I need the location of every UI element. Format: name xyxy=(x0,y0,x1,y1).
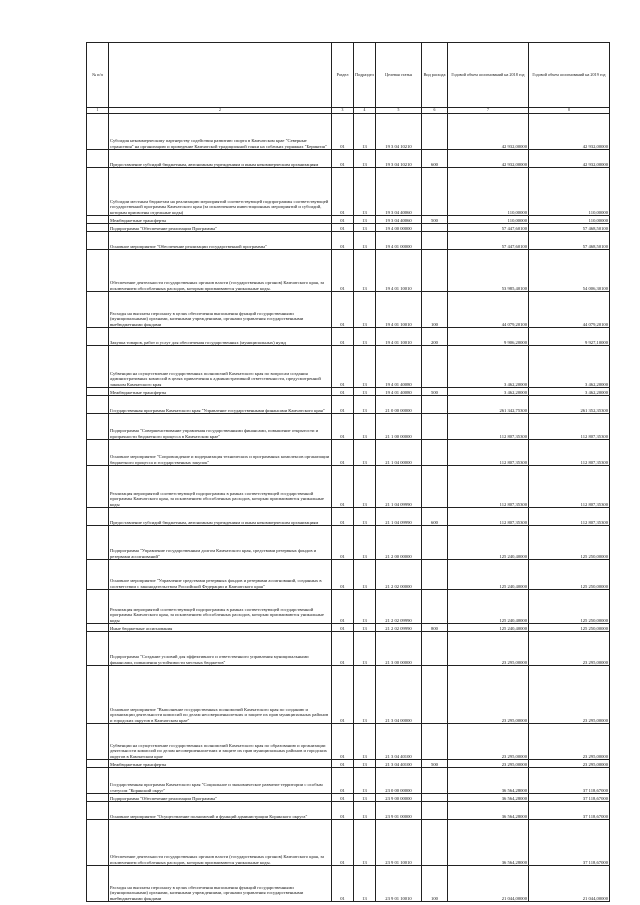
table-row xyxy=(87,216,610,224)
amount-2018: 261 342,75300 xyxy=(448,396,529,414)
podrazdel-code: 13 xyxy=(354,526,376,560)
amount-2018: 21 044,00000 xyxy=(448,866,529,902)
amount-2018: 42 932,00000 xyxy=(448,150,529,168)
expense-name: Основное мероприятие "Обеспечение реализации государственной программы" xyxy=(109,232,332,250)
amount-2018: 125 240,40000 xyxy=(448,590,529,624)
expense-name: Расходы на выплаты персоналу в целях обеспечения выполнения функций государственными (муниципальными) органами, казенными учреждениями, органами управления государственными внебюджетными фондами xyxy=(109,866,332,902)
amount-2019: 125 250,00000 xyxy=(529,624,610,632)
amount-2018: 110,00000 xyxy=(448,216,529,224)
expense-type-code xyxy=(422,168,448,216)
expense-type-code xyxy=(422,414,448,440)
table-row xyxy=(87,666,610,724)
razdel-code: 01 xyxy=(332,414,354,440)
razdel-code: 01 xyxy=(332,590,354,624)
row-number xyxy=(87,526,109,560)
table-row xyxy=(87,560,610,590)
podrazdel-code: 13 xyxy=(354,624,376,632)
table-row xyxy=(87,624,610,632)
row-number xyxy=(87,820,109,866)
row-number xyxy=(87,590,109,624)
podrazdel-code: 13 xyxy=(354,168,376,216)
expense-name: Обеспечение деятельности государственных органов власти (государственных органов) Камчатского края, за исключением обособленных расходов, которым присваиваются уникальные коды. xyxy=(109,250,332,292)
amount-2018: 125 240,40000 xyxy=(448,526,529,560)
target-article-code: 19 3 04 10210 xyxy=(376,114,422,150)
target-article-code: 23 9 01 10010 xyxy=(376,866,422,902)
podrazdel-code: 13 xyxy=(354,508,376,526)
expense-type-code: 100 xyxy=(422,292,448,328)
razdel-code: 01 xyxy=(332,526,354,560)
razdel-code: 01 xyxy=(332,168,354,216)
row-number xyxy=(87,216,109,224)
expense-name: Реализация мероприятий соответствующей подпрограммы в рамках соответствующей государственной программы Камчатского края, за исключением обособленных расходов, которым присваиваются уникальные коды xyxy=(109,466,332,508)
row-number xyxy=(87,632,109,666)
razdel-code: 01 xyxy=(332,396,354,414)
table-row xyxy=(87,388,610,396)
expense-name: Иные бюджетные ассигнования xyxy=(109,624,332,632)
podrazdel-code: 13 xyxy=(354,328,376,346)
table-row xyxy=(87,396,610,414)
razdel-code: 01 xyxy=(332,224,354,232)
table-row xyxy=(87,632,610,666)
table-row xyxy=(87,820,610,866)
podrazdel-code: 13 xyxy=(354,224,376,232)
amount-2019: 125 250,00000 xyxy=(529,590,610,624)
amount-2018: 112 807,35300 xyxy=(448,414,529,440)
amount-2018: 53 985,40100 xyxy=(448,250,529,292)
table-row xyxy=(87,866,610,902)
target-article-code: 19 4 01 40080 xyxy=(376,346,422,388)
amount-2019: 44 079,20100 xyxy=(529,292,610,328)
amount-2018: 23 295,00000 xyxy=(448,760,529,768)
row-number xyxy=(87,768,109,794)
row-number xyxy=(87,624,109,632)
amount-2018: 23 295,00000 xyxy=(448,724,529,760)
target-article-code: 19 4 00 00000 xyxy=(376,224,422,232)
amount-2019: 125 250,00000 xyxy=(529,526,610,560)
expense-type-code xyxy=(422,224,448,232)
table-row xyxy=(87,232,610,250)
expense-type-code xyxy=(422,724,448,760)
header-podrazdel: Подраздел xyxy=(354,43,376,108)
amount-2019: 23 295,00000 xyxy=(529,724,610,760)
expense-type-code: 500 xyxy=(422,216,448,224)
amount-2019: 23 295,00000 xyxy=(529,666,610,724)
row-number xyxy=(87,666,109,724)
table-row xyxy=(87,760,610,768)
podrazdel-code: 13 xyxy=(354,292,376,328)
podrazdel-code: 13 xyxy=(354,346,376,388)
row-number xyxy=(87,760,109,768)
expense-type-code xyxy=(422,802,448,820)
expense-type-code: 800 xyxy=(422,624,448,632)
row-number xyxy=(87,466,109,508)
table-row xyxy=(87,768,610,794)
row-number xyxy=(87,414,109,440)
expense-name: Предоставление субсидий бюджетным, автономным учреждениям и иным некоммерческим организациям xyxy=(109,150,332,168)
target-article-code: 19 4 01 40080 xyxy=(376,388,422,396)
header-year-2019: Годовой объем ассигнований на 2019 год xyxy=(529,43,610,108)
expense-type-code: 500 xyxy=(422,760,448,768)
table-row xyxy=(87,466,610,508)
row-number xyxy=(87,802,109,820)
row-number xyxy=(87,560,109,590)
razdel-code: 01 xyxy=(332,760,354,768)
table-row xyxy=(87,114,610,150)
podrazdel-code: 13 xyxy=(354,724,376,760)
podrazdel-code: 13 xyxy=(354,866,376,902)
target-article-code: 23 9 01 10010 xyxy=(376,820,422,866)
razdel-code: 01 xyxy=(332,632,354,666)
razdel-code: 01 xyxy=(332,232,354,250)
target-article-code: 21 3 04 40100 xyxy=(376,760,422,768)
amount-2018: 57 447,60100 xyxy=(448,232,529,250)
podrazdel-code: 13 xyxy=(354,388,376,396)
amount-2019: 9 927,10000 xyxy=(529,328,610,346)
table-row xyxy=(87,802,610,820)
expense-name: Подпрограмма "Обеспечение реализации Программы" xyxy=(109,794,332,802)
row-number xyxy=(87,328,109,346)
razdel-code: 01 xyxy=(332,794,354,802)
header-expense-type: Вид расхода xyxy=(422,43,448,108)
expense-type-code xyxy=(422,632,448,666)
table-row xyxy=(87,724,610,760)
column-number: 3 xyxy=(332,108,354,114)
amount-2019: 37 118,67000 xyxy=(529,768,610,794)
amount-2019: 37 118,67000 xyxy=(529,820,610,866)
podrazdel-code: 13 xyxy=(354,590,376,624)
amount-2018: 44 079,20100 xyxy=(448,292,529,328)
expense-name: Основное мероприятие "Сопровождение и модернизация технических и программных комплексов организации бюджетного процесса и государственных закупок" xyxy=(109,440,332,466)
table-row xyxy=(87,328,610,346)
column-number: 4 xyxy=(354,108,376,114)
amount-2019: 21 044,00000 xyxy=(529,866,610,902)
podrazdel-code: 13 xyxy=(354,760,376,768)
razdel-code: 01 xyxy=(332,216,354,224)
amount-2019: 112 807,35300 xyxy=(529,508,610,526)
podrazdel-code: 13 xyxy=(354,466,376,508)
razdel-code: 01 xyxy=(332,292,354,328)
podrazdel-code: 13 xyxy=(354,632,376,666)
expense-type-code: 600 xyxy=(422,150,448,168)
razdel-code: 01 xyxy=(332,768,354,794)
target-article-code: 21 1 00 00000 xyxy=(376,414,422,440)
razdel-code: 01 xyxy=(332,150,354,168)
table-row xyxy=(87,526,610,560)
amount-2019: 37 118,67000 xyxy=(529,794,610,802)
target-article-code: 23 9 00 00000 xyxy=(376,794,422,802)
razdel-code: 01 xyxy=(332,624,354,632)
amount-2019: 110,00000 xyxy=(529,216,610,224)
target-article-code: 19 4 01 10010 xyxy=(376,328,422,346)
amount-2018: 23 295,00000 xyxy=(448,666,529,724)
expense-name: Субвенции на осуществление государственных полномочий Камчатского края по вопросам создания административных комиссий в целях привлечения к административной ответственности, предусмотренной законом Камчатского края xyxy=(109,346,332,388)
header-razdel: Раздел xyxy=(332,43,354,108)
expense-name: Реализация мероприятий соответствующей подпрограммы в рамках соответствующей государственной программы Камчатского края, за исключением обособленных расходов, которым присваиваются уникальные коды xyxy=(109,590,332,624)
target-article-code: 21 3 04 00000 xyxy=(376,666,422,724)
target-article-code: 21 0 00 00000 xyxy=(376,396,422,414)
target-article-code: 19 3 04 10210 xyxy=(376,150,422,168)
expense-name: Межбюджетные трансферты xyxy=(109,760,332,768)
amount-2019: 3 462,20000 xyxy=(529,346,610,388)
amount-2019: 37 118,67000 xyxy=(529,802,610,820)
razdel-code: 01 xyxy=(332,114,354,150)
amount-2019: 57 468,50100 xyxy=(529,224,610,232)
amount-2018: 112 807,35300 xyxy=(448,466,529,508)
target-article-code: 21 2 02 09990 xyxy=(376,590,422,624)
column-number: 8 xyxy=(529,108,610,114)
razdel-code: 01 xyxy=(332,440,354,466)
razdel-code: 01 xyxy=(332,388,354,396)
table-row xyxy=(87,440,610,466)
expense-type-code xyxy=(422,114,448,150)
column-number: 5 xyxy=(376,108,422,114)
amount-2019: 261 352,35300 xyxy=(529,396,610,414)
row-number xyxy=(87,794,109,802)
razdel-code: 01 xyxy=(332,346,354,388)
row-number xyxy=(87,724,109,760)
amount-2019: 112 807,35300 xyxy=(529,466,610,508)
expense-name: Предоставление субсидий бюджетным, автономным учреждениям и иным некоммерческим организациям xyxy=(109,508,332,526)
expense-type-code: 500 xyxy=(422,388,448,396)
expense-type-code: 600 xyxy=(422,508,448,526)
expense-name: Основное мероприятие "Управление средствами резервных фондов и резервами ассигнований, созданных в соответствии с законодательством Российской Федерации и Камчатского края" xyxy=(109,560,332,590)
amount-2018: 36 564,28000 xyxy=(448,802,529,820)
target-article-code: 19 4 01 10010 xyxy=(376,292,422,328)
expense-type-code: 100 xyxy=(422,866,448,902)
expense-type-code xyxy=(422,666,448,724)
column-number: 7 xyxy=(448,108,529,114)
podrazdel-code: 13 xyxy=(354,114,376,150)
column-number: 1 xyxy=(87,108,109,114)
expense-type-code xyxy=(422,250,448,292)
expense-name: Закупка товаров, работ и услуг для обеспечения государственных (муниципальных) нужд xyxy=(109,328,332,346)
target-article-code: 21 1 04 09990 xyxy=(376,466,422,508)
podrazdel-code: 13 xyxy=(354,802,376,820)
amount-2018: 36 564,28000 xyxy=(448,794,529,802)
expense-name: Обеспечение деятельности государственных органов власти (государственных органов) Камчатского края, за исключением обособленных расходов, которым присваиваются уникальные коды. xyxy=(109,820,332,866)
expense-name: Межбюджетные трансферты xyxy=(109,388,332,396)
expense-type-code: 200 xyxy=(422,328,448,346)
column-number: 2 xyxy=(109,108,332,114)
amount-2018: 125 240,40000 xyxy=(448,560,529,590)
row-number xyxy=(87,250,109,292)
expense-type-code xyxy=(422,346,448,388)
expense-name: Субвенции на осуществление государственных полномочий Камчатского края по образованию и организации деятельности комиссий по делам несовершеннолетних и защите их прав муниципальных районов и городских округов в Камчатском крае xyxy=(109,724,332,760)
target-article-code: 21 1 04 00000 xyxy=(376,440,422,466)
amount-2019: 125 250,00000 xyxy=(529,560,610,590)
amount-2019: 54 006,30100 xyxy=(529,250,610,292)
expense-name: Субсидии местным бюджетам на реализацию мероприятий соответствующей подпрограммы соответствующей государственной программы Камчатского края (за исключением инвестиционных мероприятий и субсидий, которым присвоены отдельные коды) xyxy=(109,168,332,216)
expense-name: Расходы на выплаты персоналу в целях обеспечения выполнения функций государственными (муниципальными) органами, казенными учреждениями, органами управления государственными внебюджетными фондами xyxy=(109,292,332,328)
razdel-code: 01 xyxy=(332,508,354,526)
podrazdel-code: 13 xyxy=(354,768,376,794)
header-name xyxy=(109,43,332,108)
target-article-code: 19 3 04 40060 xyxy=(376,216,422,224)
amount-2019: 42 932,00000 xyxy=(529,150,610,168)
expense-type-code xyxy=(422,820,448,866)
column-number: 6 xyxy=(422,108,448,114)
podrazdel-code: 13 xyxy=(354,414,376,440)
table-row xyxy=(87,346,610,388)
razdel-code: 01 xyxy=(332,724,354,760)
row-number xyxy=(87,292,109,328)
expense-name: Государственная программа Камчатского края "Социальное и экономическое развитие территории с особым статусом "Корякский округ" xyxy=(109,768,332,794)
expense-type-code xyxy=(422,466,448,508)
expense-type-code xyxy=(422,396,448,414)
row-number xyxy=(87,440,109,466)
expense-name: Подпрограмма "Создание условий для эффективного и ответственного управления муниципальными финансами, повышения устойчивости местных бюджетов" xyxy=(109,632,332,666)
target-article-code: 21 2 02 09990 xyxy=(376,624,422,632)
podrazdel-code: 13 xyxy=(354,232,376,250)
expense-type-code xyxy=(422,440,448,466)
expense-type-code xyxy=(422,232,448,250)
razdel-code: 01 xyxy=(332,560,354,590)
target-article-code: 19 3 04 40060 xyxy=(376,168,422,216)
amount-2018: 36 564,28000 xyxy=(448,768,529,794)
expense-name: Основное мероприятие "Осуществление полномочий и функций администрации Корякского округа" xyxy=(109,802,332,820)
table-header-row xyxy=(87,43,610,108)
amount-2018: 23 295,00000 xyxy=(448,632,529,666)
table-row xyxy=(87,150,610,168)
row-number xyxy=(87,388,109,396)
razdel-code: 01 xyxy=(332,466,354,508)
row-number xyxy=(87,396,109,414)
budget-table xyxy=(86,42,610,902)
row-number xyxy=(87,224,109,232)
amount-2019: 23 295,00000 xyxy=(529,632,610,666)
amount-2018: 42 932,00000 xyxy=(448,114,529,150)
podrazdel-code: 13 xyxy=(354,794,376,802)
target-article-code: 21 2 02 00000 xyxy=(376,560,422,590)
podrazdel-code: 13 xyxy=(354,820,376,866)
header-year-2018: Годовой объем ассигнований на 2018 год xyxy=(448,43,529,108)
target-article-code: 21 1 04 09990 xyxy=(376,508,422,526)
razdel-code: 01 xyxy=(332,328,354,346)
amount-2018: 36 564,28000 xyxy=(448,820,529,866)
amount-2018: 112 807,35300 xyxy=(448,440,529,466)
row-number xyxy=(87,150,109,168)
expense-type-code xyxy=(422,560,448,590)
amount-2019: 57 468,50100 xyxy=(529,232,610,250)
target-article-code: 21 3 00 00000 xyxy=(376,632,422,666)
razdel-code: 01 xyxy=(332,802,354,820)
table-row xyxy=(87,224,610,232)
amount-2019: 42 932,00000 xyxy=(529,114,610,150)
razdel-code: 01 xyxy=(332,820,354,866)
expense-name: Субсидия некоммерческому партнерству содействия развитию спорта в Камчатском крае "Северные странствия" на организацию и проведение Камчатской традиционной гонки на собачьих упряжках "Берингия" xyxy=(109,114,332,150)
header-target-article: Целевая статья xyxy=(376,43,422,108)
target-article-code: 21 3 04 40100 xyxy=(376,724,422,760)
podrazdel-code: 13 xyxy=(354,396,376,414)
header-num: № п/п xyxy=(87,43,109,108)
target-article-code: 19 4 01 10010 xyxy=(376,250,422,292)
table-row xyxy=(87,414,610,440)
table-row xyxy=(87,590,610,624)
podrazdel-code: 13 xyxy=(354,440,376,466)
expense-name: Межбюджетные трансферты xyxy=(109,216,332,224)
podrazdel-code: 13 xyxy=(354,150,376,168)
amount-2019: 112 807,35300 xyxy=(529,440,610,466)
amount-2019: 23 295,00000 xyxy=(529,760,610,768)
podrazdel-code: 13 xyxy=(354,666,376,724)
table-row xyxy=(87,508,610,526)
razdel-code: 01 xyxy=(332,250,354,292)
expense-type-code xyxy=(422,590,448,624)
podrazdel-code: 13 xyxy=(354,216,376,224)
amount-2018: 125 240,40000 xyxy=(448,624,529,632)
amount-2018: 3 462,20000 xyxy=(448,388,529,396)
amount-2019: 112 807,35300 xyxy=(529,414,610,440)
expense-type-code xyxy=(422,526,448,560)
row-number xyxy=(87,232,109,250)
row-number xyxy=(87,114,109,150)
table-row xyxy=(87,250,610,292)
row-number xyxy=(87,168,109,216)
expense-name: Основное мероприятие "Выполнение государственных полномочий Камчатского края по созданию и организации деятельности комиссий по делам несовершеннолетних и защите их прав муниципальных районов и городских округов в Камчатском крае" xyxy=(109,666,332,724)
table-row xyxy=(87,168,610,216)
table-body xyxy=(87,114,610,902)
amount-2018: 3 462,20000 xyxy=(448,346,529,388)
podrazdel-code: 13 xyxy=(354,250,376,292)
expense-name: Подпрограмма "Совершенствование управления государственными финансами, повышение открытости и прозрачности бюджетного процесса в Камчатском крае" xyxy=(109,414,332,440)
amount-2018: 57 447,60100 xyxy=(448,224,529,232)
expense-type-code xyxy=(422,794,448,802)
table-row xyxy=(87,292,610,328)
expense-type-code xyxy=(422,768,448,794)
amount-2018: 112 807,35300 xyxy=(448,508,529,526)
amount-2019: 110,00000 xyxy=(529,168,610,216)
amount-2019: 3 462,20000 xyxy=(529,388,610,396)
table-row xyxy=(87,794,610,802)
razdel-code: 01 xyxy=(332,666,354,724)
expense-name: Подпрограмма "Управление государственным долгом Камчатского края, средствами резервных фондов и резервами ассигнований" xyxy=(109,526,332,560)
amount-2018: 110,00000 xyxy=(448,168,529,216)
expense-name: Государственная программа Камчатского края "Управление государственными финансами Камчатского края" xyxy=(109,396,332,414)
row-number xyxy=(87,346,109,388)
amount-2018: 9 906,20000 xyxy=(448,328,529,346)
row-number xyxy=(87,866,109,902)
row-number xyxy=(87,508,109,526)
expense-name: Подпрограмма "Обеспечение реализации Программы" xyxy=(109,224,332,232)
podrazdel-code: 13 xyxy=(354,560,376,590)
target-article-code: 23 9 01 00000 xyxy=(376,802,422,820)
target-article-code: 19 4 01 00000 xyxy=(376,232,422,250)
razdel-code: 01 xyxy=(332,866,354,902)
target-article-code: 23 0 00 00000 xyxy=(376,768,422,794)
target-article-code: 21 2 00 00000 xyxy=(376,526,422,560)
